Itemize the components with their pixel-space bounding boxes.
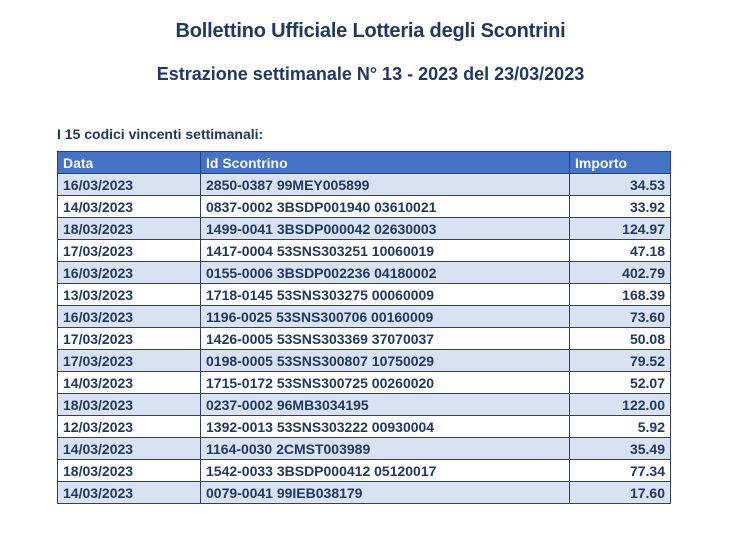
cell-amount: 79.52	[570, 350, 671, 372]
draw-subtitle: Estrazione settimanale N° 13 - 2023 del 23/03/2023	[156, 64, 585, 84]
cell-receipt-id: 0198-0005 53SNS300807 10750029	[201, 350, 570, 372]
cell-date: 14/03/2023	[58, 196, 201, 218]
cell-amount: 5.92	[570, 416, 671, 438]
cell-receipt-id: 1426-0005 53SNS303369 37070037	[201, 328, 570, 350]
cell-date: 16/03/2023	[58, 174, 201, 196]
table-row	[58, 350, 671, 372]
cell-date: 14/03/2023	[58, 482, 201, 504]
table-row	[58, 174, 671, 196]
cell-date: 18/03/2023	[58, 394, 201, 416]
cell-amount: 124.97	[570, 218, 671, 240]
cell-receipt-id: 1164-0030 2CMST003989	[201, 438, 570, 460]
cell-date: 13/03/2023	[58, 284, 201, 306]
table-row	[58, 394, 671, 416]
column-header-amount: Importo	[570, 152, 671, 174]
table-row	[58, 416, 671, 438]
cell-receipt-id: 0237-0002 96MB3034195	[201, 394, 570, 416]
cell-amount: 122.00	[570, 394, 671, 416]
table-row	[58, 262, 671, 284]
cell-amount: 402.79	[570, 262, 671, 284]
cell-date: 14/03/2023	[58, 372, 201, 394]
table-header	[58, 152, 671, 174]
cell-amount: 52.07	[570, 372, 671, 394]
cell-receipt-id: 1715-0172 53SNS300725 00260020	[201, 372, 570, 394]
cell-date: 17/03/2023	[58, 350, 201, 372]
header-row	[58, 152, 671, 174]
cell-receipt-id: 0155-0006 3BSDP002236 04180002	[201, 262, 570, 284]
table-row	[58, 218, 671, 240]
cell-date: 18/03/2023	[58, 460, 201, 482]
cell-amount: 50.08	[570, 328, 671, 350]
column-header-id: Id Scontrino	[201, 152, 570, 174]
table-row	[58, 306, 671, 328]
table-row	[58, 460, 671, 482]
cell-amount: 77.34	[570, 460, 671, 482]
winning-codes-table	[57, 151, 671, 504]
cell-amount: 17.60	[570, 482, 671, 504]
table-row	[58, 284, 671, 306]
cell-amount: 168.39	[570, 284, 671, 306]
cell-receipt-id: 0837-0002 3BSDP001940 03610021	[201, 196, 570, 218]
table-body	[58, 174, 671, 504]
cell-date: 12/03/2023	[58, 416, 201, 438]
cell-amount: 47.18	[570, 240, 671, 262]
cell-amount: 35.49	[570, 438, 671, 460]
cell-receipt-id: 2850-0387 99MEY005899	[201, 174, 570, 196]
cell-receipt-id: 1499-0041 3BSDP000042 02630003	[201, 218, 570, 240]
cell-amount: 73.60	[570, 306, 671, 328]
table-row	[58, 240, 671, 262]
cell-receipt-id: 1417-0004 53SNS303251 10060019	[201, 240, 570, 262]
cell-date: 17/03/2023	[58, 240, 201, 262]
cell-amount: 34.53	[570, 174, 671, 196]
cell-receipt-id: 0079-0041 99IEB038179	[201, 482, 570, 504]
table-row	[58, 372, 671, 394]
cell-receipt-id: 1542-0033 3BSDP000412 05120017	[201, 460, 570, 482]
cell-date: 14/03/2023	[58, 438, 201, 460]
cell-amount: 33.92	[570, 196, 671, 218]
table-caption: I 15 codici vincenti settimanali:	[57, 126, 264, 142]
cell-date: 17/03/2023	[58, 328, 201, 350]
table-row	[58, 482, 671, 504]
cell-receipt-id: 1196-0025 53SNS300706 00160009	[201, 306, 570, 328]
cell-date: 18/03/2023	[58, 218, 201, 240]
cell-receipt-id: 1392-0013 53SNS303222 00930004	[201, 416, 570, 438]
column-header-date: Data	[58, 152, 201, 174]
cell-receipt-id: 1718-0145 53SNS303275 00060009	[201, 284, 570, 306]
cell-date: 16/03/2023	[58, 262, 201, 284]
table-row	[58, 438, 671, 460]
table-row	[58, 196, 671, 218]
page-title: Bollettino Ufficiale Lotteria degli Scontrini	[175, 20, 566, 42]
cell-date: 16/03/2023	[58, 306, 201, 328]
table-row	[58, 328, 671, 350]
